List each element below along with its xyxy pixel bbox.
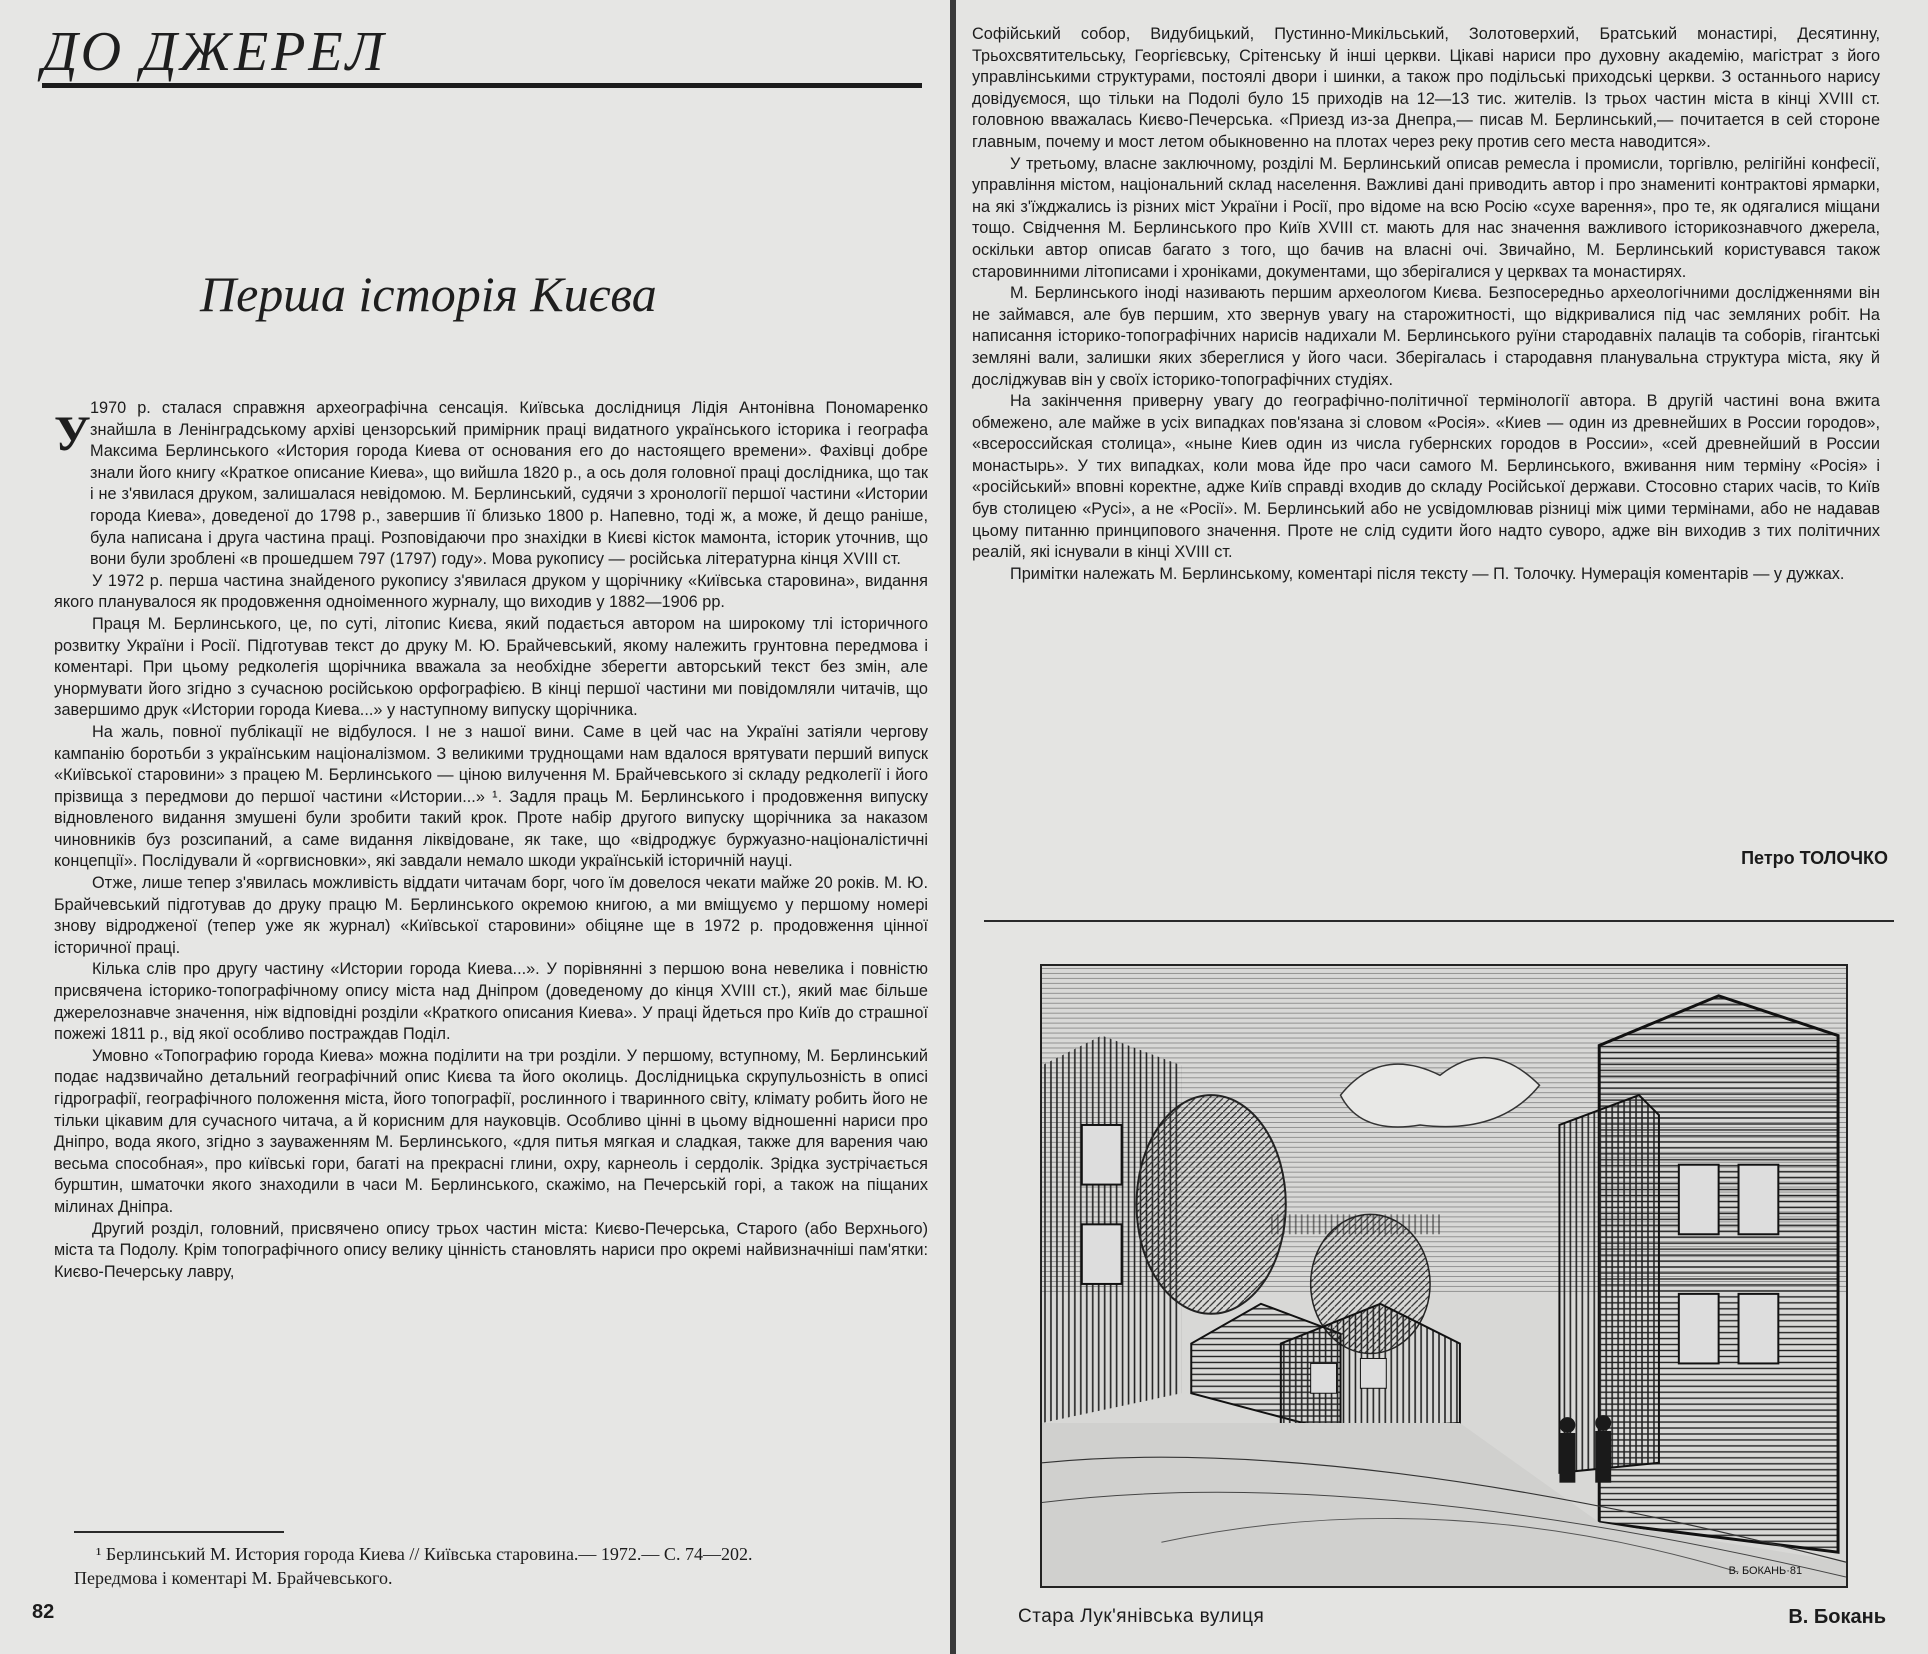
section-header: ДО ДЖЕРЕЛ (42, 21, 387, 83)
right-article-body (972, 24, 1880, 585)
left-page (0, 0, 950, 1654)
paragraph: Умовно «Топографию города Киева» можна поділити на три розділи. У першому, вступному, М. Берлинський подає надзвичайно детальний географічний опис Києва та його околиць. Дослідницька скрупульозність в описі гідрографії, географічного положення міста, його топографії, рослинного і тваринного світу, клімату робить його не тільки цікавим для сучасного читача, а й корисним для науковців. Особливо цінні в цьому відношенні нариси про Дніпро, вода якого, згідно з зауваженням М. Берлинського, «для питья мягкая и сладкая, также для варения чаю весьма способная», про київські гори, багаті на прекрасні глини, охру, карнеоль і сердолік. Зрідка зустрічається бурштин, шматочки якого знаходили в часи М. Берлинського, скажімо, на Печерській горі, а також на піщаних мілинах Дніпра. (54, 1046, 928, 1216)
paragraph: На жаль, повної публікації не відбулося. І не з нашої вини. Саме в цей час на Україні затіяли чергову кампанію боротьби з українським націоналізмом. З великими труднощами нам вдалося врятувати перший випуск «Київської старовини» з працею М. Берлинського — ціною вилучення М. Брайчевського зі складу редколегії і його прізвища з передмови до першої частини «Истории...» ¹. Задля праць М. Берлинського і продовження випуску відновленого видання змушені були зробити такий крок. Проте набір другого випуску щорічника за наказом чиновників буз розсипаний, а саме видання ліквідоване, як таке, що «відроджує буржуазно-націоналістичні концепції». Послідували й «оргвисновки», які завдали немало шкоди українській історичній науці. (54, 722, 928, 871)
paragraph: На закінчення приверну увагу до географічно-політичної термінології автора. В другій частині вона вжита обмежено, але майже в усіх випадках пов'язана зі словом «Росія». «Киев — один из древнейших в России городов», «всероссийская столица», «ныне Киев один из числа губернских городов в России», «сей древнейший в России монастырь». У тих випадках, коли мова йде про часи самого М. Берлинського, вживання ним терміну «Росія» і «російський» вповні коректне, адже Київ справді входив до складу Російської держави. Стосовно старих часів, то Київ був столицею «Русі», а не «Росії». М. Берлинський або не усвідомлював різниці між цими термінами, або не надавав цьому питанню принципового значення. Проте не слід судити його надто суворо, адже він виходив з тих політичних реалій, які існували в кінці XVIII ст. (972, 392, 1880, 562)
section-divider (984, 920, 1894, 922)
footnote-line: ¹ Берлинський М. История города Киева // Київська старовина.— 1972.— С. 74—202. (96, 1544, 753, 1564)
author-signature: Петро ТОЛОЧКО (1741, 848, 1888, 868)
engraving-street-scene (1042, 966, 1846, 1586)
engraving-signature: В. БОКАНЬ·81 (1728, 1565, 1803, 1578)
footnote-line: Передмова і коментарі М. Брайчевського. (74, 1568, 393, 1588)
paragraph: У 1972 р. перша частина знайденого рукопису з'явилася друком у щорічнику «Київська старовина», видання якого планувалося як продовження одноіменного журналу, що виходив у 1882—1906 рр. (54, 571, 928, 612)
footnote (74, 1542, 934, 1590)
paragraph: Кілька слів про другу частину «Истории города Киева...». У порівнянні з першою вона невелика і повністю присвячена історико-топографічному опису міста над Дніпром (доведеному до кінця XVIII ст.), який має більше джерелознавче значення, ніж відповідні розділи «Краткого описания Киева». У праці йдеться про Київ до страшної пожежі 1811 р., від якої особливо постраждав Поділ. (54, 960, 928, 1044)
article-title: Перша історія Києва (200, 266, 657, 322)
paragraph: У третьому, власне заключному, розділі М. Берлинський описав ремесла і промисли, торгівлю, релігійні конфесії, управління містом, національний склад населення. Важливі дані приводить автор і про знамениті контрактові ярмарки, на які з'їжджались із різних міст України і Росії, про відоме на всю Росію «сухе варення», про те, як одягалися міщани тощо. Свідчення М. Берлинського про Київ XVIII ст. мають для нас значення важливого історикознавчого джерела, оскільки автор описав багато з того, що бачив на власні очі. Звичайно, М. Берлинський користувався також старовинними літописами і хроніками, документами, що зберігалися у церквах та монастирях. (972, 154, 1880, 281)
header-rule (42, 83, 922, 88)
paragraph: М. Берлинського іноді називають першим археологом Києва. Безпосередньо археологічними дослідженнями він не займався, але був першим, хто звернув увагу на старожитності, що відкривалися під час земляних робіт. На написання історико-топографічних нарисів надихали М. Берлинського руїни стародавніх палаців та соборів, гігантські земляні вали, залишки яких збереглися у його часи. Зберігалась і стародавня планувальна структура міста, яку й досліджував він у своїх історико-топографічних студіях. (972, 284, 1880, 389)
paragraph: Праця М. Берлинського, це, по суті, літопис Києва, який подається автором на широкому тлі історичного розвитку України і Росії. Підготував текст до друку М. Ю. Брайчевський, якому належить грунтовна передмова і коментарі. При цьому редколегія щорічника вважала за необхідне зберегти авторський текст без змін, але унормувати його згідно з сучасною російською орфографією. В кінці першої частини ми повідомляли читачів, що завершимо друк «Истории города Киева...» у наступному випуску щорічника. (54, 614, 928, 720)
paragraph: Примітки належать М. Берлинському, коментарі після тексту — П. Толочку. Нумерація коментарів — у дужках. (1010, 564, 1845, 583)
footnote-rule (74, 1531, 284, 1533)
left-article-body (54, 398, 928, 1283)
drop-cap: У (54, 405, 91, 461)
illustration-caption: Стара Лук'янівська вулиця (1018, 1606, 1265, 1627)
engraving-illustration (1040, 964, 1848, 1588)
paragraph: Другий розділ, головний, присвячено опису трьох частин міста: Києво-Печерська, Старого (або Верхнього) міста та Подолу. Крім топографічного опису велику цінність становлять нариси про окремі найвизначніші пам'ятки: Києво-Печерську лавру, (54, 1219, 928, 1281)
illustration-artist: В. Бокань (1788, 1606, 1886, 1628)
paragraph: Отже, лише тепер з'явилась можливість віддати читачам борг, чого їм довелося чекати майже 20 років. М. Ю. Брайчевський підготував до друку працю М. Берлинського окремою книгою, а ми вміщуємо у першому номері знову відродженої (тепер уже як журнал) «Київської старовини» обіцяне ще в 1972 р. продовження цінної історичної праці. (54, 874, 928, 957)
page-number: 82 (32, 1601, 55, 1623)
continuation-paragraph: Софійський собор, Видубицький, Пустинно-Микільський, Золотоверхий, Братський монастирі, Десятинну, Трьохсвятительську, Георгієвську, Срітенську й інші церкви. Цікаві нариси про духовну академію, магістрат з його управлінськими структурами, постоялі двори і шинки, а також про подільські приходські церкви. З останнього нарису довідуємося, що тільки на Подолі було 15 приходів на 12—13 тис. жителів. Із трьох частин міста в кінці XVIII ст. головною вважалась Києво-Печерська. «Приезд из-за Днепра,— писав М. Берлинський,— почитается в сей стороне главным, почему и мост летом обыкновенно на плотах через реку против сего места наводится». (972, 25, 1880, 151)
intro-paragraph: 1970 р. сталася справжня археографічна сенсація. Київська дослідниця Лідія Антонівна Пономаренко знайшла в Ленінградському архіві цензорський примірник праці видатного українського історика і географа Максима Берлинського «История города Киева от основания его до настоящего времени». Фахівці добре знали його книгу «Краткое описание Киева», що вийшла 1820 р., а ось доля головної праці дослідника, що так і не з'явилася друком, залишалася невідомою. М. Берлинський, судячи з хронології першої частини «Истории города Киева», доведеної до 1798 р., завершив її близько 1800 р. Напевно, тоді ж, а може, й дещо раніше, була написана і друга частина праці. Розповідаючи про знахідки в Києві кісток мамонта, історик уточнив, що вони були зроблені «в прошедшем 797 (1797) году». Мова рукопису — російська літературна кінця XVIII ст. (90, 399, 928, 569)
right-page (956, 0, 1928, 1654)
